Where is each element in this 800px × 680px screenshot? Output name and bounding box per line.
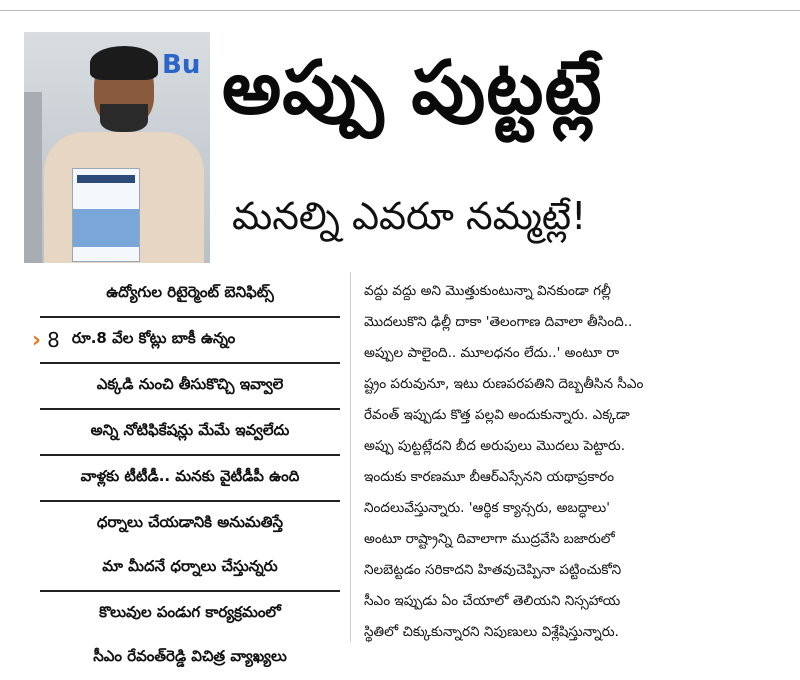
point-number [32, 328, 60, 353]
article-line: మొదలుకొని ఢిల్లీ దాకా 'తెలంగాణ దివాలా తీసింది.. [364, 314, 633, 330]
photo-backdrop-text: Bu [162, 50, 201, 80]
article-line: అంటూ రాష్ట్రాన్ని దివాలాగా ముద్రవేసి బజారులో [364, 531, 615, 547]
photo-background-figure [24, 92, 42, 263]
held-booklet [72, 168, 140, 262]
booklet-cover-band [73, 209, 139, 247]
highlight-text: ఎక్కడి నుంచి తీసుకొచ్చి ఇవ్వాలె [96, 375, 284, 393]
highlight-item [40, 546, 340, 590]
chevron-right-icon: › [32, 327, 42, 353]
subheadline: మనల్ని ఎవరూ నమ్మట్లే! [232, 194, 587, 238]
top-border [0, 0, 800, 11]
point-number-value: 8 [47, 328, 60, 352]
booklet-title [77, 175, 135, 183]
highlight-item [40, 592, 340, 636]
highlight-text: రూ.8 వేల కోట్లు బాకీ ఉన్నం [71, 329, 236, 347]
person-hair [90, 46, 158, 80]
highlight-text: ధర్నాలు చేయడానికి అనుమతిస్తే [96, 513, 284, 531]
highlights-column [32, 272, 340, 680]
highlight-item [40, 272, 340, 316]
highlight-item [40, 364, 340, 408]
article-line: నిందలువేస్తున్నారు. 'ఆర్థిక క్యాన్సరు, అబద్ధాలు' [364, 500, 610, 516]
highlight-text: ఉద్యోగుల రిటైర్మెంట్ బెనిఫిట్స్ [106, 283, 274, 301]
article-line: స్థితిలో చిక్కుకున్నారని నిపుణులు విశ్లేషిస్తున్నారు. [364, 624, 619, 640]
highlight-item [40, 410, 340, 454]
highlight-item [40, 456, 340, 500]
highlight-item [40, 502, 340, 546]
column-divider [350, 272, 351, 642]
highlight-text: వాళ్లకు టీటీడీ.. మనకు వైటీడీపీ ఉంది [80, 467, 300, 485]
article-line: వద్దు వద్దు అని మొత్తుకుంటున్నా వినకుండా గల్లీ [364, 283, 611, 299]
highlight-text: సీఎం రేవంత్‌రెడ్డి విచిత్ర వ్యాఖ్యలు [93, 647, 287, 665]
cm-photo [24, 32, 210, 263]
article-line: నిలబెట్టడం సరికాదని హితవుచెప్పినా పట్టించుకోని [364, 562, 622, 578]
article-body [364, 276, 788, 648]
article-line: అప్పుల పాలైంది.. మూలధనం లేదు..' అంటూ రా [364, 345, 620, 361]
highlight-text: అన్ని నోటిఫికేషన్లు మేమే ఇవ్వలేదు [90, 421, 290, 439]
article-line: ఇందుకు కారణమూ బీఆర్ఎస్సేనని యథాప్రకారం [364, 469, 615, 485]
headline: అప్పు పుట్టట్లే [222, 45, 603, 131]
person-beard [100, 104, 148, 132]
article-line: అప్పు పుట్టట్లేదని బీద అరుపులు మొదలు పెట్టారు. [364, 438, 626, 454]
article-line: ష్ట్రం పరువునూ, ఇటు రుణపరపతిని దెబ్బతీసిన సీఎం [364, 376, 644, 392]
highlight-item [40, 636, 340, 680]
highlight-text: మా మీదనే ధర్నాలు చేస్తున్నరు [102, 557, 278, 575]
highlight-text: కొలువుల పండుగ కార్యక్రమంలో [99, 603, 281, 621]
highlight-item [32, 318, 340, 362]
article-line: సీఎం ఇప్పుడు ఏం చేయాలో తెలియని నిస్సహాయ [364, 593, 621, 609]
article-line: రేవంత్ ఇప్పుడు కొత్త పల్లవి అందుకున్నారు. ఎక్కడా [364, 407, 630, 423]
